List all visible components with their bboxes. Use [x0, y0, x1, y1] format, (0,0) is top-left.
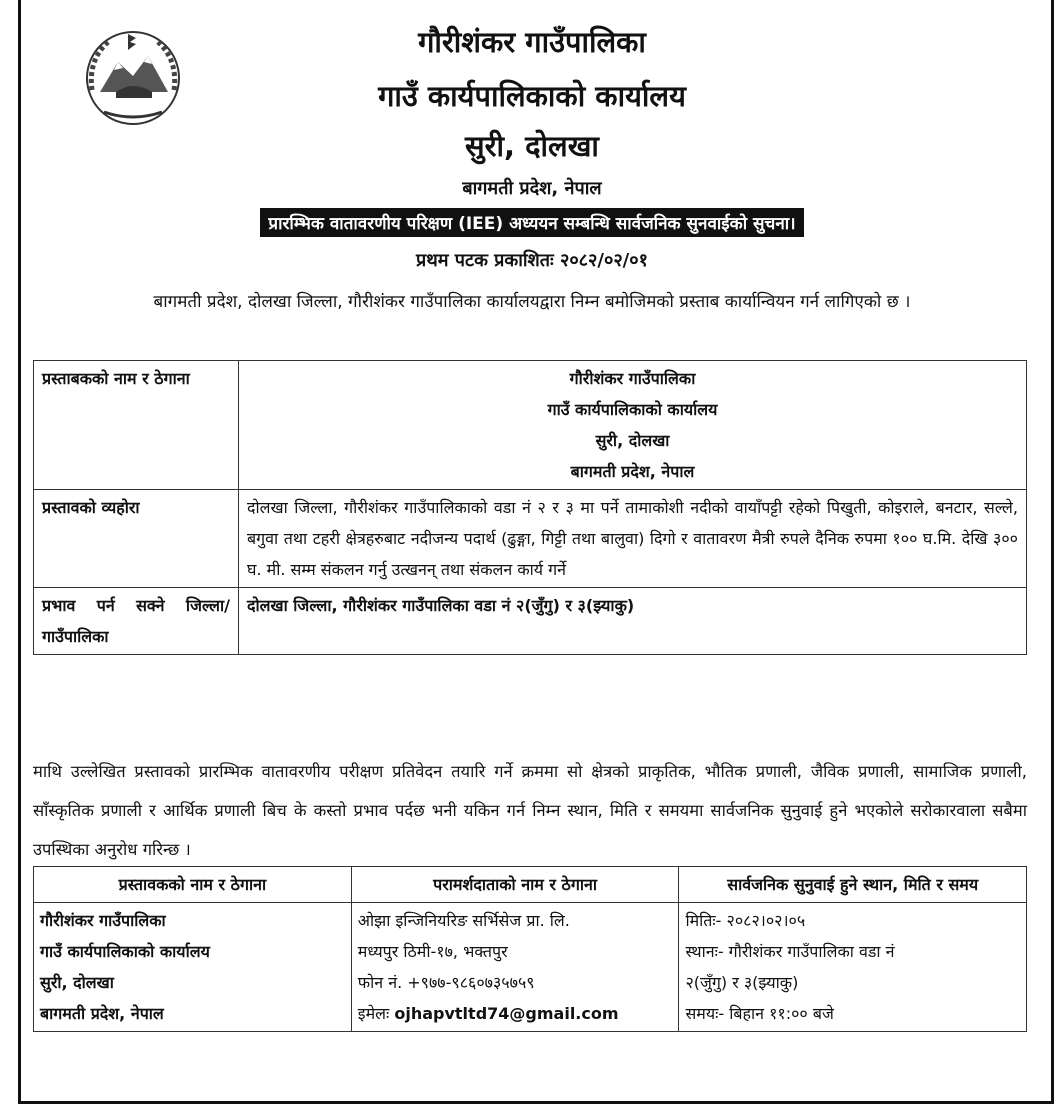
table-header-row [34, 867, 1027, 903]
proponent-line: गाउँ कार्यपालिकाको कार्यालय [40, 942, 210, 961]
column-header: परामर्शदाताको नाम र ठेगाना [351, 867, 679, 903]
proponent-line: गौरीशंकर गाउँपालिका [40, 911, 166, 930]
table-row [34, 361, 1027, 490]
hearing-paragraph: माथि उल्लेखित प्रस्तावको प्रारम्भिक वातावरणीय परीक्षण प्रतिवेदन तयारि गर्ने क्रममा सो क्षेत्रको प्राकृतिक, भौतिक प्रणाली, जैविक प्रणाली, सामाजिक प्रणाली, साँस्कृतिक प्रणाली र आर्थिक प्रणाली बिच के कस्तो प्रभाव पर्दछ भनी यकिन गर्न निम्न स्थान, मिति र समयमा सार्वजनिक सुनुवाई हुने भएकोले सरोकारवाला सबैमा उपस्थिका अनुरोध गरिन्छ । [33, 762, 1027, 859]
proponent-label: प्रस्ताबकको नाम र ठेगाना [34, 361, 239, 490]
proponent-line: गाउँ कार्यपालिकाको कार्यालय [547, 400, 718, 419]
hearing-line: मितिः- २०८२।०२।०५ [685, 911, 806, 930]
proponent-line: बागमती प्रदेश, नेपाल [40, 1004, 164, 1023]
affected-label: प्रभाव पर्न सक्ने जिल्ला/ गाउँपालिका [34, 588, 239, 655]
proponent-line: बागमती प्रदेश, नेपाल [570, 462, 695, 481]
consultant-cell [351, 903, 679, 1032]
office-subtitle: गाउँ कार्यपालिकाको कार्यालय [378, 79, 686, 113]
email-label: इमेलः [357, 1004, 390, 1023]
description-text: दोलखा जिल्ला, गौरीशंकर गाउँपालिकाको वडा नं २ र ३ मा पर्ने तामाकोशी नदीको वायाँपट्टी रहेको पिखुती, कोइराले, बनटार, सल्ले, बगुवा तथा टहरी क्षेत्रहरुबाट नदीजन्य पदार्थ (ढुङ्गा, गिट्टी तथा बालुवा) दिगो र वातावरण मैत्री रुपले दैनिक रुपमा १०० घ.मि. देखि ३०० घ. मी. सम्म संकलन गर्नु उत्खनन् तथा संकलन कार्य गर्ने [239, 490, 1027, 588]
hearing-line: समयः- बिहान ११:०० बजे [685, 1004, 834, 1023]
publish-date: प्रथम पटक प्रकाशितः २०८२/०२/०१ [416, 250, 648, 271]
table-row [34, 903, 1027, 1032]
hearing-line: स्थानः- गौरीशंकर गाउँपालिका वडा नं [685, 942, 895, 961]
office-province: बागमती प्रदेश, नेपाल [462, 178, 602, 199]
proponent-line: सुरी, दोलखा [40, 973, 114, 992]
proponent-address-cell [34, 903, 352, 1032]
column-header: सार्वजनिक सुनुवाई हुने स्थान, मिति र समय [679, 867, 1027, 903]
hearing-line: २(जुँगु) र ३(झ्याकु) [685, 973, 799, 992]
office-name: गौरीशंकर गाउँपालिका [418, 25, 646, 59]
hearing-details-cell [679, 903, 1027, 1032]
hearing-table [33, 866, 1027, 1032]
proponent-line: गौरीशंकर गाउँपालिका [569, 369, 696, 388]
consultant-line: मध्यपुर ठिमी-१७, भक्तपुर [357, 942, 508, 961]
table-row [34, 588, 1027, 655]
consultant-email-line [358, 998, 673, 1029]
consultant-line: फोन नं. +९७७-९८६०७३५७५९ [357, 973, 535, 992]
consultant-line: ओझा इन्जिनियरिङ सर्भिसेज प्रा. लि. [357, 911, 570, 930]
notice-title: प्रारम्भिक वातावरणीय परिक्षण (IEE) अध्ययन सम्बन्धि सार्वजनिक सुनवाईको सुचना। [260, 208, 803, 237]
column-header: प्रस्तावकको नाम र ठेगाना [34, 867, 352, 903]
intro-text: बागमती प्रदेश, दोलखा जिल्ला, गौरीशंकर गाउँपालिका कार्यालयद्वारा निम्न बमोजिमको प्रस्ताब कार्यान्वियन गर्न लागिएको छ । [153, 292, 911, 312]
office-location: सुरी, दोलखा [465, 129, 599, 163]
email-link[interactable]: ojhapvtltd74@gmail.com [394, 1004, 619, 1023]
proponent-line: सुरी, दोलखा [595, 431, 670, 450]
table-row [34, 490, 1027, 588]
proposal-table [33, 360, 1027, 655]
notice-banner [0, 208, 1064, 237]
proponent-cell [239, 361, 1027, 490]
affected-text: दोलखा जिल्ला, गौरीशंकर गाउँपालिका वडा नं २(जुँगु) र ३(झ्याकु) [239, 588, 1027, 655]
description-label: प्रस्तावको व्यहोरा [34, 490, 239, 588]
